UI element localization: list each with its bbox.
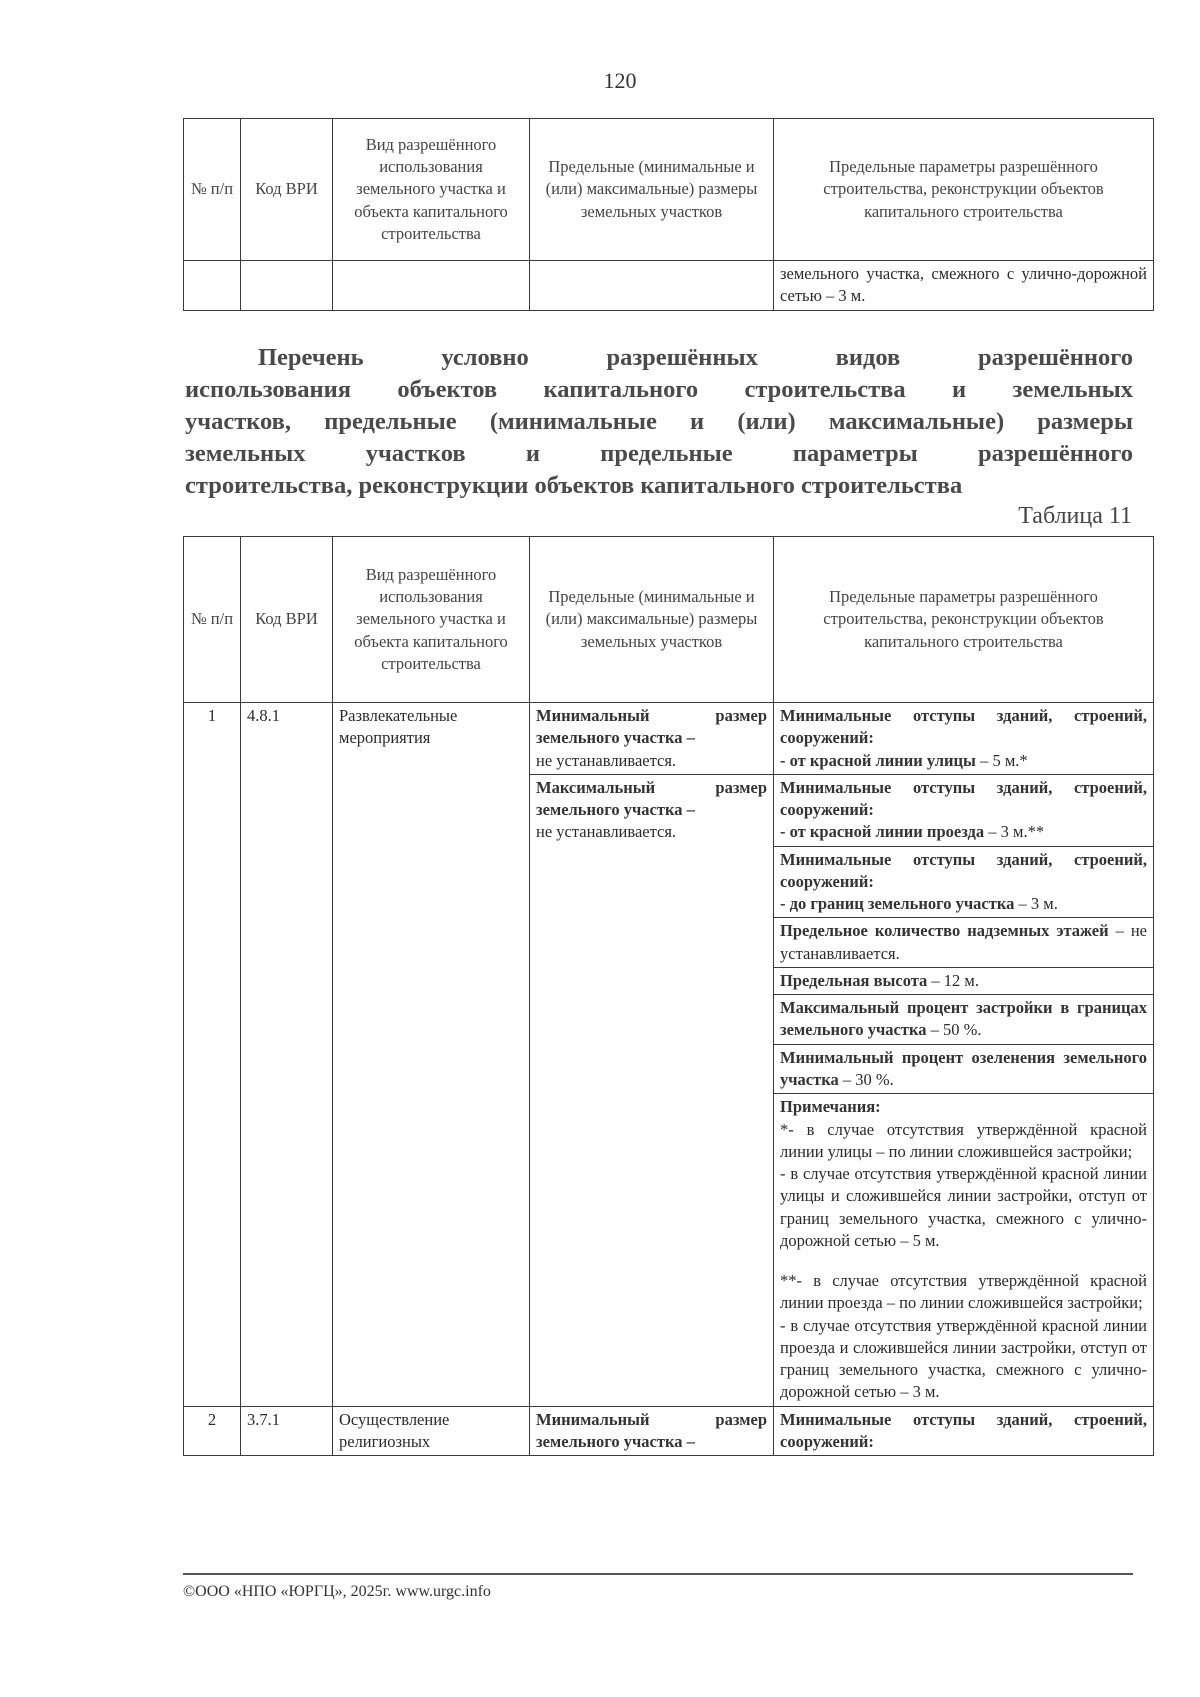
table-header-row xyxy=(184,537,1154,703)
param-value: – 12 м. xyxy=(927,970,979,990)
footer-divider xyxy=(183,1573,1133,1575)
section-title-line: участков, предельные (минимальные и (или) максимальные) размеры xyxy=(185,408,1133,435)
min-plot-size-label: Минимальный размер земельного участка – xyxy=(536,706,767,748)
row-type: Развлекательные мероприятия xyxy=(333,703,530,1407)
table-row xyxy=(184,261,1154,311)
table-row xyxy=(184,703,1154,775)
cell-empty xyxy=(241,261,333,311)
param-value: – 3 м. xyxy=(1014,894,1058,914)
param-label: Минимальные отступы зданий, строений, сооружений: xyxy=(780,777,1147,820)
table-header-row xyxy=(184,119,1154,261)
param-label: - до границ земельного участка xyxy=(780,894,1015,914)
param-value: – 5 м.* xyxy=(975,750,1028,770)
header-num: № п/п xyxy=(184,119,241,261)
note-item: - в случае отсутствия утверждённой красной линии проезда и сложившейся линии застройки, отступ от границ земельного участка, смежного с улично-дорожной сетью – 3 м. xyxy=(780,1315,1147,1402)
regulation-table xyxy=(183,536,1154,1456)
min-plot-size-label: Минимальный размер земельного участка – xyxy=(536,1409,767,1451)
section-title-line: строительства, реконструкции объектов капитального строительства xyxy=(185,472,963,499)
param-setback-street xyxy=(774,703,1154,775)
max-plot-size-label: Максимальный размер земельного участка – xyxy=(536,777,767,820)
param-label: - от красной линии проезда xyxy=(780,822,985,842)
header-type: Вид разрешённого использования земельного участка и объекта капитального строительства xyxy=(333,119,530,261)
section-title-line: земельных участков и предельные параметры разрешённого xyxy=(185,440,1133,467)
cell-empty xyxy=(530,261,774,311)
max-plot-size-value: не устанавливается. xyxy=(536,822,677,842)
param-label: - от красной линии улицы xyxy=(780,750,976,770)
param-label: Максимальный процент застройки в границах земельного участка xyxy=(780,998,1147,1040)
continuation-table xyxy=(183,118,1154,311)
page-number: 120 xyxy=(603,68,637,93)
header-params: Предельные параметры разрешённого строительства, реконструкции объектов капитального строительства xyxy=(774,119,1154,261)
header-type: Вид разрешённого использования земельного участка и объекта капитального строительства xyxy=(333,537,530,703)
param-value: – не устанавливается. xyxy=(780,921,1147,963)
param-value: – 50 %. xyxy=(926,1020,982,1040)
row-code: 4.8.1 xyxy=(241,703,333,1407)
continuation-text: земельного участка, смежного с улично-дорожной сетью – 3 м. xyxy=(774,261,1154,311)
param-height xyxy=(774,967,1154,994)
param-label: Минимальные отступы зданий, строений, сооружений: xyxy=(780,706,1147,748)
footer-copyright: ©ООО «НПО «ЮРГЦ», 2025г. www.urgc.info xyxy=(183,1583,491,1600)
table-row xyxy=(184,1406,1154,1456)
row-num: 1 xyxy=(184,703,241,1407)
min-plot-size-value: не устанавливается. xyxy=(536,750,677,770)
row-num: 2 xyxy=(184,1406,241,1456)
note-item: - в случае отсутствия утверждённой красной линии улицы и сложившейся линии застройки, отступ от границ земельного участка, смежного с улично-дорожной сетью – 5 м. xyxy=(780,1164,1147,1250)
section-title-line: использования объектов капитального строительства и земельных xyxy=(185,376,1133,403)
header-code: Код ВРИ xyxy=(241,119,333,261)
row-code: 3.7.1 xyxy=(241,1406,333,1456)
param-label: Предельное количество надземных этажей xyxy=(780,921,1109,941)
max-plot-size xyxy=(530,774,774,1406)
notes xyxy=(774,1094,1154,1406)
param-value: – 30 %. xyxy=(838,1069,894,1089)
param-value: – 3 м.** xyxy=(984,822,1045,842)
header-plot-sizes: Предельные (минимальные и (или) максимальные) размеры земельных участков xyxy=(530,537,774,703)
note-item: *- в случае отсутствия утверждённой красной линии улицы – по линии сложившейся застройки; xyxy=(780,1119,1147,1161)
param-label: Минимальные отступы зданий, строений, сооружений: xyxy=(780,849,1147,891)
param-setback xyxy=(774,1406,1154,1456)
param-coverage xyxy=(774,995,1154,1045)
param-greenery xyxy=(774,1044,1154,1094)
param-label: Минимальный процент озеленения земельного участка xyxy=(780,1047,1147,1089)
notes-title: Примечания: xyxy=(780,1097,881,1117)
section-title-line: Перечень условно разрешённых видов разрешённого xyxy=(258,344,1133,371)
note-item: **- в случае отсутствия утверждённой красной линии проезда – по линии сложившейся застройки; xyxy=(780,1271,1147,1313)
min-plot-size xyxy=(530,1406,774,1456)
min-plot-size xyxy=(530,703,774,775)
param-floors xyxy=(774,918,1154,968)
param-label: Предельная высота xyxy=(780,970,928,990)
header-num: № п/п xyxy=(184,537,241,703)
section-title xyxy=(185,342,1133,502)
header-plot-sizes: Предельные (минимальные и (или) максимальные) размеры земельных участков xyxy=(530,119,774,261)
row-type: Осуществление религиозных xyxy=(333,1406,530,1456)
param-setback-driveway xyxy=(774,774,1154,846)
param-label: Минимальные отступы зданий, строений, сооружений: xyxy=(780,1409,1147,1451)
header-params: Предельные параметры разрешённого строительства, реконструкции объектов капитального строительства xyxy=(774,537,1154,703)
table-label: Таблица 11 xyxy=(1018,503,1132,529)
header-code: Код ВРИ xyxy=(241,537,333,703)
cell-empty xyxy=(184,261,241,311)
cell-empty xyxy=(333,261,530,311)
param-setback-plot xyxy=(774,846,1154,918)
